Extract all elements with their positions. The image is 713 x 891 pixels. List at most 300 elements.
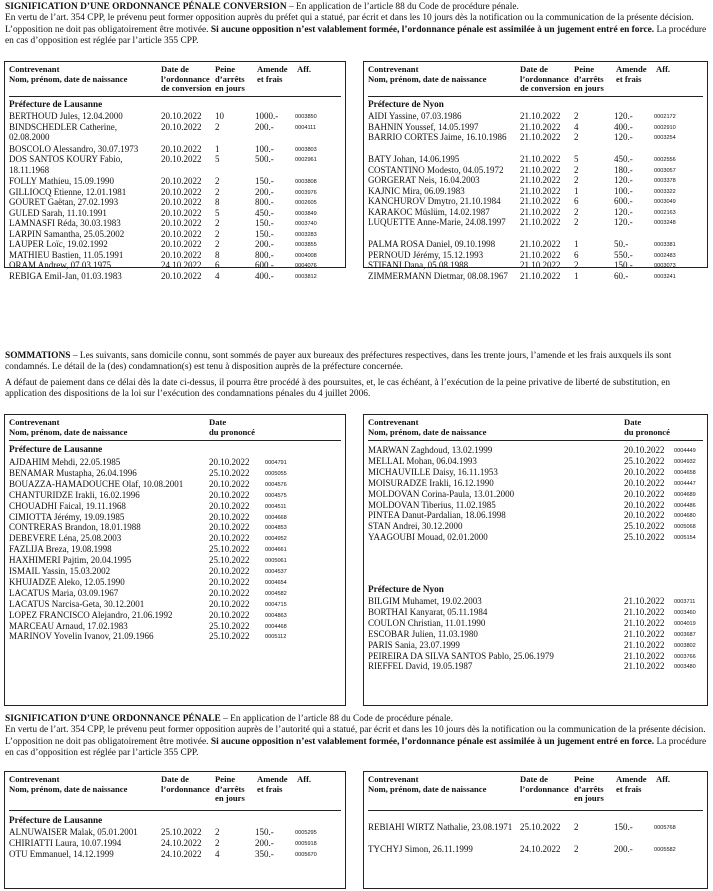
- cell-date: 21.10.2022: [520, 217, 561, 227]
- cell-aff: 0003855: [295, 242, 317, 248]
- cell-amount: 350.-: [255, 849, 274, 859]
- cell-aff: 0004715: [265, 601, 287, 608]
- table-row: [368, 607, 703, 618]
- cell-name: LUQUETTE Anne-Marie, 24.08.1997: [368, 217, 506, 227]
- cell-date: 25.10.2022: [209, 544, 250, 555]
- cell-aff: 0004932: [674, 458, 696, 465]
- cell-date: 25.10.2022: [161, 827, 202, 837]
- table-row: [368, 640, 703, 651]
- cell-amount: 500.-: [255, 154, 274, 164]
- cell-days: 2: [215, 838, 220, 848]
- prefecture-lausanne-label: Préfecture de Lausanne: [9, 444, 103, 454]
- cell-name: MARWAN Zaghdoud, 13.02.1999: [368, 445, 493, 455]
- cell-date: 20.10.2022: [161, 239, 202, 249]
- cell-date: 21.10.2022: [624, 639, 665, 650]
- header-contrevenant: Contrevenant Nom, prénom, date de naissance: [9, 417, 128, 437]
- cell-aff: 0004576: [265, 481, 287, 488]
- cell-date: 24.10.2022: [161, 260, 202, 270]
- sommations-intro: [5, 351, 708, 374]
- cell-aff: 0002483: [654, 252, 676, 259]
- cell-name: BENAMAR Mustapha, 26.04.1996: [9, 467, 137, 478]
- cell-name: BARRIO CORTES Jaime, 16.10.1986: [368, 132, 507, 142]
- cell-date: 21.10.2022: [624, 596, 665, 606]
- table-row: [9, 457, 341, 468]
- header-aff: Aff.: [656, 64, 671, 74]
- cell-date: 24.10.2022: [520, 844, 561, 854]
- cell-amount: 600.-: [614, 196, 633, 206]
- cell-amount: 150.-: [255, 228, 274, 239]
- cell-date: 21.10.2022: [624, 628, 665, 639]
- cell-amount: 800.-: [255, 197, 274, 207]
- cell-aff: 0002910: [654, 124, 676, 131]
- cell-date: 21.10.2022: [520, 185, 561, 196]
- cell-amount: 400.-: [255, 270, 274, 281]
- cell-name: COULON Christian, 11.01.1990: [368, 617, 486, 628]
- ordonnance-bold-text: Si aucune opposition n’est valablement formée, l’ordonnance pénale est assimilée à un jugement entré en force.: [210, 736, 655, 747]
- sommations-table-right: [363, 414, 708, 706]
- header-date: Date de l’ordonnance de conversion: [161, 64, 212, 94]
- cell-name: RIEFFEL David, 19.05.1987: [368, 661, 473, 672]
- cell-name: PALMA ROSA Daniel, 09.10.1998: [368, 239, 496, 249]
- cell-name: LOPEZ FRANCISCO Alejandro, 21.06.1992: [9, 609, 173, 620]
- cell-name: ORAM Andrew, 07.03.1975: [9, 260, 112, 270]
- header-contrevenant: Contrevenant Nom, prénom, date de naissance: [9, 64, 128, 84]
- cell-days: 2: [215, 218, 220, 228]
- cell-aff: 0003480: [674, 664, 696, 671]
- cell-days: 2: [215, 176, 220, 186]
- table-row: [9, 468, 341, 479]
- table-row: [9, 271, 341, 282]
- conversion-intro: [5, 2, 708, 13]
- cell-date: 20.10.2022: [209, 598, 250, 609]
- cell-amount: 200.-: [255, 186, 274, 197]
- cell-aff: 0004511: [265, 503, 287, 510]
- cell-name: LARPIN Samantha, 25.05.2002: [9, 228, 125, 239]
- cell-date: 21.10.2022: [520, 132, 561, 142]
- header-peine: Peine d’arrêts en jours: [574, 64, 604, 94]
- cell-days: 8: [215, 197, 220, 207]
- cell-date: 25.10.2022: [209, 620, 250, 631]
- cell-name: DOS SANTOS KOURY Fabio, 18.11.1968: [9, 154, 123, 175]
- cell-date: 20.10.2022: [624, 488, 665, 499]
- cell-date: 21.10.2022: [520, 154, 561, 164]
- cell-date: 20.10.2022: [209, 522, 250, 533]
- cell-aff: 0003802: [674, 642, 696, 649]
- cell-amount: 180.-: [614, 164, 633, 175]
- cell-days: 2: [574, 822, 579, 832]
- ordonnance-body: [5, 725, 708, 759]
- cell-date: 20.10.2022: [161, 154, 202, 164]
- cell-name: BORTHAI Kanyarat, 05.11.1984: [368, 606, 488, 617]
- table-row: [368, 822, 703, 844]
- cell-days: 2: [574, 260, 579, 270]
- cell-aff: 0005055: [265, 470, 287, 477]
- table-row: [368, 239, 703, 250]
- cell-aff: 0005112: [265, 634, 287, 641]
- cell-date: 20.10.2022: [161, 186, 202, 197]
- cell-name: KHUJADZE Aleko, 12.05.1990: [9, 576, 125, 587]
- cell-aff: 0003049: [654, 199, 676, 205]
- cell-days: 2: [574, 164, 579, 175]
- sommations-intro-text: – Les suivants, sans domicile connu, sont sommés de payer aux bureaux des préfectures respectives, dans les trente jours, l’amende et les frais auxquels ils sont condamnés. Le détail de la (des) condamnation(s) est tenu à disposition auprès de la préfecture concernée.: [5, 351, 672, 373]
- cell-name: CONTRERAS Brandon, 18.01.1988: [9, 522, 141, 533]
- cell-name: DEBEVERE Léna, 25.08.2003: [9, 533, 122, 544]
- cell-days: 1: [574, 239, 579, 249]
- cell-name: KAJNIC Mira, 06.09.1983: [368, 185, 465, 196]
- header-divider: [9, 440, 341, 441]
- cell-aff: 0002961: [295, 157, 317, 163]
- cell-date: 20.10.2022: [209, 566, 250, 576]
- cell-aff: 0004668: [265, 514, 287, 521]
- cell-name: REBIGA Emil-Jan, 01.03.1983: [9, 270, 122, 281]
- cell-days: 2: [215, 827, 220, 837]
- cell-days: 2: [574, 132, 579, 142]
- cell-date: 20.10.2022: [161, 249, 202, 260]
- header-divider: [368, 440, 703, 441]
- header-divider: [9, 810, 341, 811]
- cell-name: YAAGOUBI Mouad, 02.01.2000: [368, 532, 488, 543]
- cell-aff: 0005582: [654, 847, 676, 853]
- cell-date: 21.10.2022: [520, 175, 561, 185]
- cell-amount: 200.-: [255, 239, 274, 249]
- cell-days: 8: [215, 249, 220, 260]
- cell-name: BINDSCHEDLER Catherine, 02.08.2000: [9, 121, 117, 143]
- cell-aff: 0003254: [654, 135, 676, 141]
- cell-aff: 0004486: [674, 502, 696, 509]
- header-peine: Peine d’arrêts en jours: [574, 774, 604, 804]
- cell-days: 2: [215, 239, 220, 249]
- cell-name: BILGIM Muhamet, 19.02.2003: [368, 596, 482, 606]
- cell-amount: 100.-: [255, 143, 274, 154]
- table-row: [9, 849, 341, 860]
- cell-name: LACATUS Narcisa-Geta, 30.12.2001: [9, 598, 145, 609]
- cell-amount: 200.-: [255, 838, 274, 848]
- conversion-bold-text: Si aucune opposition n’est valablement formée, l’ordonnance pénale est assimilée à un jugement entré en force.: [210, 24, 655, 35]
- table-row: [9, 250, 341, 261]
- cell-date: 25.10.2022: [209, 555, 250, 566]
- cell-amount: 60.-: [614, 270, 629, 281]
- cell-aff: 0003283: [295, 231, 317, 238]
- cell-name: MATHIEU Bastien, 11.05.1991: [9, 249, 124, 260]
- cell-date: 25.10.2022: [520, 822, 561, 832]
- table-row: [9, 176, 341, 187]
- cell-date: 20.10.2022: [209, 609, 250, 620]
- ordonnance-table-lausanne: [4, 771, 346, 889]
- header-amende: Amende et frais: [616, 774, 647, 794]
- table-row: [9, 218, 341, 229]
- cell-name: ALNUWAISER Malak, 05.01.2001: [9, 827, 138, 837]
- cell-amount: 150.-: [255, 218, 274, 228]
- cell-date: 20.10.2022: [161, 218, 202, 228]
- cell-aff: 0003808: [295, 179, 317, 185]
- cell-name: MOLDOVAN Corina-Paula, 13.01.2000: [368, 488, 515, 499]
- cell-name: STAN Andrei, 30.12.2000: [368, 521, 463, 532]
- table-row: [9, 610, 341, 621]
- table-row: [368, 196, 703, 207]
- cell-date: 20.10.2022: [209, 587, 250, 598]
- cell-name: BATY Johan, 14.06.1995: [368, 154, 460, 164]
- table-row: [368, 521, 703, 532]
- cell-aff: 0003711: [674, 599, 696, 605]
- conversion-body: [5, 13, 708, 47]
- cell-name: GOURET Gaëtan, 27.02.1993: [9, 197, 119, 207]
- cell-name: CHANTURIDZE Irakli, 16.02.1996: [9, 489, 140, 500]
- cell-date: 20.10.2022: [209, 533, 250, 544]
- table-row: [368, 532, 703, 543]
- table-row: [368, 478, 703, 489]
- table-row: [9, 544, 341, 555]
- cell-aff: 0002172: [654, 114, 676, 120]
- cell-date: 25.10.2022: [209, 631, 250, 642]
- header-contrevenant: Contrevenant Nom, prénom, date de naissance: [368, 64, 487, 84]
- cell-amount: 200.-: [614, 844, 633, 854]
- cell-name: HAXHIMERI Pajtim, 20.04.1995: [9, 555, 132, 566]
- cell-days: 2: [574, 175, 579, 185]
- cell-date: 21.10.2022: [520, 111, 561, 121]
- sommations-title: SOMMATIONS: [5, 351, 71, 361]
- table-row: [9, 197, 341, 208]
- cell-aff: 0002163: [654, 209, 676, 216]
- cell-amount: 100.-: [614, 185, 633, 196]
- table-row: [9, 501, 341, 512]
- header-amende: Amende et frais: [257, 774, 288, 794]
- table-row: [9, 154, 341, 176]
- conversion-title: SIGNIFICATION D’UNE ORDONNANCE PÉNALE CONVERSION: [5, 2, 287, 12]
- cell-date: 20.10.2022: [624, 466, 665, 477]
- cell-name: PINTEA Danut-Pardalian, 18.06.1998: [368, 510, 506, 521]
- cell-aff: 0004447: [674, 480, 696, 487]
- cell-aff: 0003766: [674, 653, 696, 660]
- cell-name: GULED Sarah, 11.10.1991: [9, 207, 107, 218]
- table-row: [9, 512, 341, 523]
- header-contrevenant: Contrevenant Nom, prénom, date de naissance: [368, 417, 487, 437]
- cell-aff: 0005918: [295, 841, 317, 847]
- cell-aff: 0004111: [295, 124, 316, 131]
- table-row: [9, 479, 341, 490]
- cell-days: 4: [215, 849, 220, 859]
- cell-name: KARAKOC Müslüm, 14.02.1987: [368, 206, 490, 217]
- table-row: [9, 260, 341, 271]
- cell-date: 20.10.2022: [161, 111, 202, 121]
- cell-aff: 0003322: [654, 188, 676, 195]
- cell-date: 21.10.2022: [520, 249, 561, 260]
- cell-days: 5: [215, 154, 220, 164]
- cell-amount: 50.-: [614, 239, 629, 249]
- cell-name: BOSCOLO Alessandro, 30.07.1973: [9, 143, 139, 154]
- cell-name: GORGERAT Neis, 16.04.2003: [368, 175, 480, 185]
- cell-aff: 0005061: [265, 558, 287, 565]
- cell-aff: 0003381: [654, 242, 676, 248]
- cell-name: LAMNASFI Réda, 30.03.1983: [9, 218, 121, 228]
- section-sommations-text: [5, 351, 708, 400]
- header-divider: [368, 810, 703, 811]
- cell-aff: 0004863: [265, 612, 287, 619]
- cell-aff: 0003241: [654, 273, 676, 280]
- section-conversion-text: [5, 2, 708, 47]
- cell-name: LACATUS Maria, 03.09.1967: [9, 587, 119, 598]
- cell-days: 6: [574, 249, 579, 260]
- table-row: [368, 122, 703, 133]
- table-row: [368, 661, 703, 672]
- cell-date: 25.10.2022: [624, 521, 665, 532]
- cell-name: COSTANTINO Modesto, 04.05.1972: [368, 164, 504, 175]
- cell-aff: 0005768: [654, 825, 676, 831]
- ordonnance-intro: [5, 714, 708, 725]
- cell-name: TYCHYJ Simon, 26.11.1999: [368, 844, 473, 854]
- table-row: [9, 122, 341, 144]
- table-row: [368, 271, 703, 293]
- cell-date: 21.10.2022: [624, 606, 665, 617]
- cell-aff: 0004449: [674, 448, 696, 454]
- table-row: [368, 510, 703, 521]
- conversion-table-lausanne: [4, 61, 346, 281]
- header-divider: [9, 96, 341, 97]
- table-row: [368, 186, 703, 197]
- cell-amount: 550.-: [614, 249, 633, 260]
- header-aff: Aff.: [656, 774, 671, 784]
- cell-name: REBIAHI WIRTZ Nathalie, 23.08.1971: [368, 822, 513, 832]
- ordonnance-intro-text: – En application de l’article 88 du Code de procédure pénale.: [220, 714, 453, 724]
- ordonnance-body-text: En vertu de l’art. 354 CPP, le prévenu peut former opposition auprès de l’autorité qui a statué, par écrit et dans les 10 jours dès la notification ou la communication de la présente décision. L’opposition ne doit pas obligatoirement être motivée.: [5, 725, 706, 747]
- cell-aff: 0004582: [265, 590, 287, 597]
- table-row: [9, 577, 341, 588]
- table-row: [9, 555, 341, 566]
- prefecture-lausanne-label: Préfecture de Lausanne: [9, 99, 103, 109]
- header-divider: [368, 96, 703, 97]
- table-row: [368, 500, 703, 511]
- cell-date: 20.10.2022: [209, 457, 250, 467]
- cell-date: 24.10.2022: [161, 849, 202, 859]
- cell-aff: 0003687: [674, 631, 696, 638]
- cell-date: 20.10.2022: [161, 207, 202, 218]
- cell-days: 2: [215, 121, 220, 132]
- cell-amount: 150.-: [255, 176, 274, 186]
- cell-name: MELLAL Mohan, 06.04.1993: [368, 455, 477, 466]
- cell-amount: 120.-: [614, 217, 633, 227]
- ordonnance-table-right: [363, 771, 708, 889]
- cell-date: 21.10.2022: [520, 239, 561, 249]
- cell-aff: 0005670: [295, 852, 317, 858]
- cell-date: 20.10.2022: [209, 478, 250, 489]
- cell-aff: 0004952: [265, 536, 287, 543]
- cell-name: OTU Emmanuel, 14.12.1999: [9, 849, 114, 859]
- header-aff: Aff.: [297, 774, 312, 784]
- cell-aff: 0004575: [265, 492, 287, 499]
- cell-name: MARINOV Yovelin Ivanov, 21.09.1966: [9, 631, 154, 642]
- cell-aff: 0003073: [654, 263, 676, 269]
- table-row: [368, 629, 703, 640]
- cell-aff: 0004680: [674, 513, 696, 520]
- cell-name: FOLLY Mathieu, 15.09.1990: [9, 176, 115, 186]
- cell-aff: 0004689: [674, 491, 696, 498]
- table-row: [368, 618, 703, 629]
- cell-date: 20.10.2022: [161, 176, 202, 186]
- cell-name: LAUPER Loïc, 19.02.1992: [9, 239, 108, 249]
- cell-amount: 600.-: [255, 260, 274, 270]
- cell-aff: 0005068: [674, 524, 696, 531]
- table-row: [368, 844, 703, 855]
- table-row: [9, 229, 341, 240]
- cell-date: 21.10.2022: [520, 121, 561, 132]
- table-row: [9, 144, 341, 155]
- table-row: [368, 260, 703, 271]
- cell-date: 20.10.2022: [624, 499, 665, 510]
- cell-days: 5: [574, 154, 579, 164]
- header-contrevenant: Contrevenant Nom, prénom, date de naissance: [9, 774, 128, 794]
- cell-date: 20.10.2022: [209, 511, 250, 522]
- cell-aff: 0002556: [654, 157, 676, 163]
- cell-date: 21.10.2022: [520, 196, 561, 206]
- cell-aff: 0003378: [654, 178, 676, 184]
- cell-aff: 0004008: [295, 252, 317, 259]
- cell-days: 4: [574, 121, 579, 132]
- cell-amount: 450.-: [614, 154, 633, 164]
- cell-name: MICHAUVILLE Daisy, 16.11.1953: [368, 466, 498, 477]
- table-row: [368, 456, 703, 467]
- cell-name: MOISURADZE Irakli, 16.12.1990: [368, 477, 494, 488]
- cell-aff: 0003976: [295, 189, 317, 196]
- table-row: [368, 250, 703, 261]
- table-row: [368, 467, 703, 478]
- cell-name: ISMAIL Yassin, 15.03.2002: [9, 566, 111, 576]
- cell-days: 2: [574, 844, 579, 854]
- cell-days: 2: [574, 217, 579, 227]
- table-row: [9, 566, 341, 577]
- cell-days: 1: [574, 270, 579, 281]
- table-row: [9, 208, 341, 219]
- cell-name: PARIS Sania, 23.07.1999: [368, 639, 460, 650]
- conversion-body-text: En vertu de l’art. 354 CPP, le prévenu peut former opposition auprès du préfet qui a statué, par écrit et dans les 10 jours dès la notification ou la communication de la présente décision. L’opposition ne doit pas obligatoirement être motivée.: [5, 13, 694, 35]
- header-date-prononce: Date du prononcé: [209, 417, 255, 437]
- cell-days: 1: [215, 143, 220, 154]
- cell-days: 2: [215, 228, 220, 239]
- table-row: [9, 621, 341, 632]
- cell-date: 20.10.2022: [161, 270, 202, 281]
- cell-amount: 120.-: [614, 111, 633, 121]
- header-date: Date de l’ordonnance de conversion: [520, 64, 571, 94]
- prefecture-nyon-label: Préfecture de Nyon: [368, 584, 444, 594]
- cell-amount: 400.-: [614, 121, 633, 132]
- cell-name: MOLDOVAN Tiberius, 11.02.1985: [368, 499, 496, 510]
- table-row: [9, 599, 341, 610]
- cell-name: BERTHOUD Jules, 12.04.2000: [9, 111, 123, 121]
- table-row: [368, 217, 703, 239]
- cell-aff: 0003812: [295, 273, 317, 280]
- cell-date: 25.10.2022: [624, 455, 665, 466]
- table-row: [9, 490, 341, 501]
- cell-date: 20.10.2022: [209, 576, 250, 587]
- cell-date: 20.10.2022: [624, 477, 665, 488]
- cell-name: AIDI Yassine, 07.03.1986: [368, 111, 462, 121]
- cell-aff: 0004658: [674, 469, 696, 476]
- cell-aff: 0003057: [654, 167, 676, 174]
- conversion-intro-text: – En application de l’article 88 du Code de procédure pénale.: [286, 2, 519, 12]
- cell-aff: 0004076: [295, 263, 317, 269]
- cell-days: 4: [215, 270, 220, 281]
- table-row: [9, 827, 341, 838]
- conversion-table-nyon: [363, 61, 708, 281]
- cell-date: 20.10.2022: [209, 489, 250, 500]
- cell-date: 24.10.2022: [161, 838, 202, 848]
- header-date: Date de l’ordonnance: [520, 774, 569, 794]
- cell-aff: 0004661: [265, 547, 287, 554]
- cell-amount: 450.-: [255, 207, 274, 218]
- cell-aff: 0003803: [295, 146, 317, 153]
- header-peine: Peine d’arrêts en jours: [215, 774, 245, 804]
- cell-date: 20.10.2022: [161, 228, 202, 239]
- ordonnance-body-end: La procédure en cas d’opposition est réglée par l’article 355 CPP.: [5, 736, 707, 758]
- cell-name: PEIREIRA DA SILVA SANTOS Pablo, 25.06.1979: [368, 650, 554, 661]
